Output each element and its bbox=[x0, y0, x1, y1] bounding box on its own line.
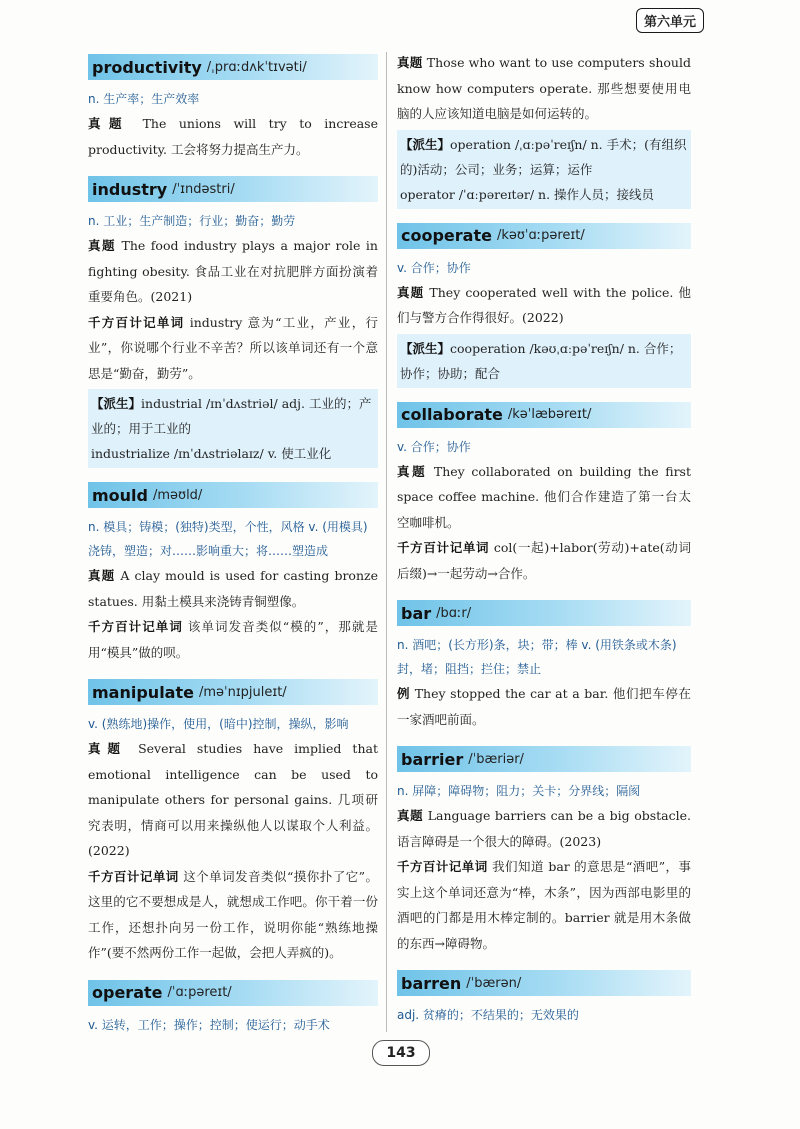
example bbox=[88, 111, 378, 162]
headword: collaborate bbox=[401, 405, 503, 424]
example-text: They cooperated well with the police. 他们与警方合作得很好。(2022) bbox=[397, 284, 691, 325]
example bbox=[397, 50, 691, 127]
unit-badge: 第六单元 bbox=[636, 8, 704, 33]
definition: v. 合作；协作 bbox=[397, 439, 471, 454]
example-text: They stopped the car at a bar. 他们把车停在一家酒吧前面。 bbox=[397, 686, 691, 727]
example-tag: 真题 bbox=[88, 116, 131, 131]
example-text: Those who want to use computers should know how computers operate. 那些想要使用电脑的人应该知道电脑是如何运转的。 bbox=[397, 55, 691, 121]
headword: barren bbox=[401, 973, 462, 993]
headword-barrier bbox=[397, 746, 691, 772]
headword-bar bbox=[397, 600, 691, 626]
headword-mould bbox=[88, 482, 378, 508]
example bbox=[88, 736, 378, 864]
definition: n. 生产率；生产效率 bbox=[88, 92, 200, 106]
phonetic: /ˈbæriər/ bbox=[468, 751, 524, 767]
definition: adj. 贫瘠的；不结果的；无效果的 bbox=[397, 1008, 579, 1022]
example-tag: 真题 bbox=[88, 238, 117, 253]
phonetic: /bɑːr/ bbox=[436, 605, 472, 621]
page-number: 143 bbox=[372, 1040, 430, 1066]
example-text: They collaborated on building the first space coffee machine. 他们合作建造了第一台太空咖啡机。 bbox=[397, 463, 691, 530]
example bbox=[397, 280, 691, 331]
memo bbox=[397, 854, 691, 956]
example-tag: 真题 bbox=[397, 808, 424, 823]
example-tag: 真题 bbox=[397, 55, 423, 70]
phonetic: /ˈɑːpəreɪt/ bbox=[167, 985, 232, 1000]
memo-text: col(一起)+labor(劳动)+ate(动词后缀)→一起劳动→合作。 bbox=[397, 540, 691, 581]
headword-industry bbox=[88, 176, 378, 202]
memo bbox=[88, 614, 378, 665]
memo-tag: 千方百计记单词 bbox=[397, 540, 490, 555]
deriv-line: cooperation /kəʊˌɑːpəˈreɪʃn/ n. 合作；协作；协助；配合 bbox=[400, 340, 682, 381]
left-column bbox=[88, 46, 378, 1037]
phonetic: /məˈnɪpjuleɪt/ bbox=[198, 684, 287, 700]
example bbox=[397, 681, 691, 732]
memo-text: 这个单词发音类似“摸你扑了它”。这里的它不要想成是人，就想成工作吧。你干着一份工作，还想扑向另一份工作，说明你能“熟练地操作”(要不然两份工作一起做，会把人弄疯的)。 bbox=[88, 868, 378, 960]
memo bbox=[88, 310, 378, 387]
memo-tag: 千方百计记单词 bbox=[397, 859, 488, 874]
memo-text: 我们知道 bar 的意思是“酒吧”，事实上这个单词还意为“棒，木条”，因为西部电影里的酒吧的门都是用木棒定制的。barrier 就是用木条做的东西→障碍物。 bbox=[397, 859, 691, 951]
headword: industry bbox=[92, 179, 168, 199]
example-text: The food industry plays a major role in fighting obesity. 食品工业在对抗肥胖方面扮演着重要角色。(2021) bbox=[88, 238, 378, 304]
headword-productivity bbox=[88, 54, 378, 80]
memo-text: 该单词发音类似“模的”，那就是用“模具”做的呗。 bbox=[88, 619, 378, 660]
headword: productivity bbox=[92, 57, 202, 77]
derivation-box bbox=[397, 130, 691, 209]
headword: bar bbox=[401, 603, 432, 623]
headword-collaborate bbox=[397, 402, 691, 428]
definition: n. 酒吧；(长方形)条，块；带；棒 v. (用铁条或木条)封，堵；阻挡；拦住；禁止 bbox=[397, 638, 677, 676]
example-tag: 真题 bbox=[88, 741, 128, 756]
memo bbox=[88, 864, 378, 966]
headword-barren bbox=[397, 970, 691, 996]
memo-tag: 千方百计记单词 bbox=[88, 314, 185, 330]
example bbox=[88, 233, 378, 310]
derivation-box bbox=[397, 334, 691, 388]
example bbox=[397, 803, 691, 854]
example-tag: 真题 bbox=[88, 568, 116, 583]
headword: manipulate bbox=[92, 682, 194, 702]
example-tag: 真题 bbox=[397, 463, 428, 479]
deriv-line: operator /ˈɑːpəreɪtər/ n. 操作人员；接线员 bbox=[400, 186, 655, 202]
deriv-line: operation /ˌɑːpəˈreɪʃn/ n. 手术；(有组织的)活动；公司；业务；运算；运作 bbox=[400, 136, 687, 177]
example-tag: 例 bbox=[397, 686, 411, 701]
headword-manipulate bbox=[88, 679, 378, 705]
phonetic: /kəˈlæbəreɪt/ bbox=[507, 407, 592, 422]
definition: n. 工业；生产制造；行业；勤奋；勤劳 bbox=[88, 214, 296, 228]
deriv-line: industrial /ɪnˈdʌstriəl/ adj. 工业的；产业的；用于工业的 bbox=[91, 396, 372, 436]
headword: mould bbox=[92, 485, 148, 505]
headword-operate bbox=[88, 980, 378, 1006]
deriv-tag: 【派生】 bbox=[91, 396, 142, 411]
column-divider bbox=[386, 52, 387, 1032]
phonetic: /ˌprɑːdʌkˈtɪvəti/ bbox=[206, 59, 307, 75]
definition: v. 合作；协作 bbox=[397, 260, 471, 275]
phonetic: /kəʊˈɑːpəreɪt/ bbox=[496, 228, 585, 243]
phonetic: /ˈbærən/ bbox=[466, 975, 522, 991]
definition: n. 模具；铸模；(独特)类型，个性，风格 v. (用模具)浇铸，塑造；对……影响重大；将……塑造成 bbox=[88, 520, 368, 558]
headword-cooperate bbox=[397, 223, 691, 249]
example-text: Language barriers can be a big obstacle. 语言障碍是一个很大的障碍。(2023) bbox=[397, 808, 691, 849]
phonetic: /məʊld/ bbox=[153, 487, 203, 503]
example bbox=[397, 459, 691, 536]
memo-tag: 千方百计记单词 bbox=[88, 868, 179, 884]
headword: cooperate bbox=[401, 226, 492, 245]
memo bbox=[397, 535, 691, 586]
derivation-box bbox=[88, 389, 378, 468]
example-tag: 真题 bbox=[397, 284, 425, 300]
example-text: A clay mould is used for casting bronze statues. 用黏土模具来浇铸青铜塑像。 bbox=[88, 568, 378, 609]
example-text: Several studies have implied that emotional intelligence can be used to manipulate others for personal gains. 几项研究表明，情商可以用来操纵他人以谋取个人利益。(2022) bbox=[88, 741, 378, 858]
memo-text: industry 意为“工业，产业，行业”，你说哪个行业不辛苦？所以该单词还有一个意思是“勤奋，勤劳”。 bbox=[88, 314, 378, 381]
headword: barrier bbox=[401, 749, 464, 769]
memo-tag: 千方百计记单词 bbox=[88, 619, 183, 634]
definition: v. (熟练地)操作，使用，(暗中)控制，操纵，影响 bbox=[88, 717, 349, 731]
headword: operate bbox=[92, 983, 163, 1002]
deriv-tag: 【派生】 bbox=[400, 340, 451, 356]
definition: v. 运转，工作；操作；控制；使运行；动手术 bbox=[88, 1017, 330, 1032]
phonetic: /ˈɪndəstri/ bbox=[172, 181, 235, 197]
definition: n. 屏障；障碍物；阻力；关卡；分界线；隔阂 bbox=[397, 784, 641, 798]
right-column bbox=[397, 46, 691, 1027]
example bbox=[88, 563, 378, 614]
deriv-tag: 【派生】 bbox=[400, 136, 451, 152]
deriv-line: industrialize /ɪnˈdʌstriəlaɪz/ v. 使工业化 bbox=[91, 446, 332, 461]
example-text: The unions will try to increase productivity. 工会将努力提高生产力。 bbox=[88, 116, 378, 157]
